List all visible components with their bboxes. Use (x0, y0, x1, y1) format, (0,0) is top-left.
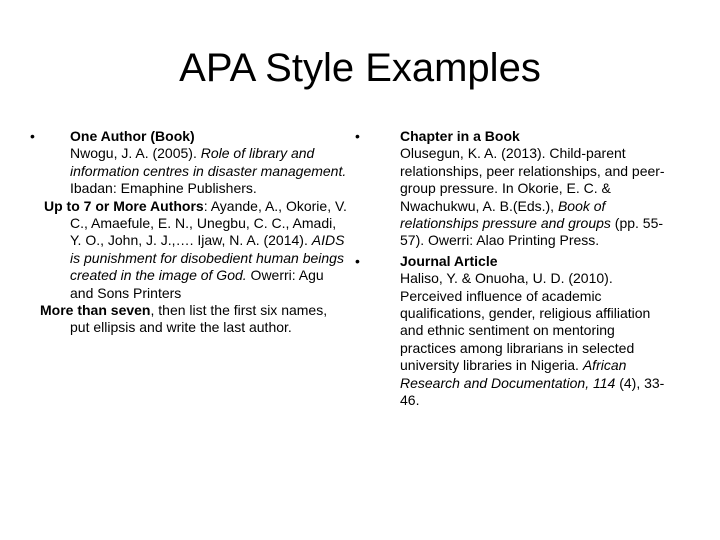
more-than-seven-paragraph (40, 302, 350, 337)
slide-title: APA Style Examples (179, 46, 541, 90)
more-than-seven-heading: More than seven (40, 302, 151, 319)
bullet-icon: • (30, 128, 35, 144)
journal-text: Haliso, Y. & Onuoha, U. D. (2010). Perceived influence of academic qualifications, gender, religious affiliation and ethnic sentiment on mentoring practices among librarians in selected university libraries in Nigeria. (400, 270, 651, 374)
one-author-reference (40, 145, 350, 197)
more-than-seven-text: , then list the first six names, put ellipsis and write the last author. (70, 302, 328, 336)
up-to-seven-title: AIDS is punishment for disobedient human beings created in the image of God. (70, 232, 345, 284)
right-column (355, 128, 673, 410)
chapter-pages: (pp. 55-57). Owerri: Alao Printing Press. (400, 215, 664, 249)
up-to-seven-heading: Up to 7 or More Authors (44, 197, 204, 214)
up-to-seven-paragraph (40, 198, 350, 302)
ref-text: Nwogu, J. A. (2005). (70, 145, 201, 162)
chapter-item (355, 128, 673, 145)
left-column (30, 128, 350, 337)
journal-name: African Research and Documentation, 114 (400, 357, 627, 391)
chapter-heading: Chapter in a Book (400, 128, 520, 144)
journal-reference (373, 270, 673, 409)
one-author-heading: One Author (Book) (70, 128, 195, 144)
chapter-book-title: Book of relationships pressure and groups (400, 197, 611, 232)
journal-heading: Journal Article (400, 252, 498, 269)
up-to-seven-publisher: Owerri: Agu and Sons Printers (70, 267, 324, 301)
journal-issue: (4), 33-46. (400, 374, 665, 409)
up-to-seven-text: : Ayande, A., Okorie, V. C., Amaefule, E. N., Unegbu, C. C., Amadi, Y. O., John, J. J.,…. Ijaw, N. A. (2014). (70, 197, 347, 249)
chapter-text: Olusegun, K. A. (2013). Child-parent relationships, peer relationships, and peer-group pressure. In Okorie, E. C. & Nwachukwu, A. B.(Eds.), (400, 145, 665, 214)
chapter-reference (373, 145, 673, 249)
one-author-item (30, 128, 350, 145)
ref-title: Role of library and information centres in disaster management. (70, 145, 347, 179)
journal-item (355, 252, 673, 270)
ref-publisher: Ibadan: Emaphine Publishers. (70, 180, 257, 197)
bullet-icon: • (355, 252, 360, 269)
bullet-icon: • (355, 128, 360, 144)
